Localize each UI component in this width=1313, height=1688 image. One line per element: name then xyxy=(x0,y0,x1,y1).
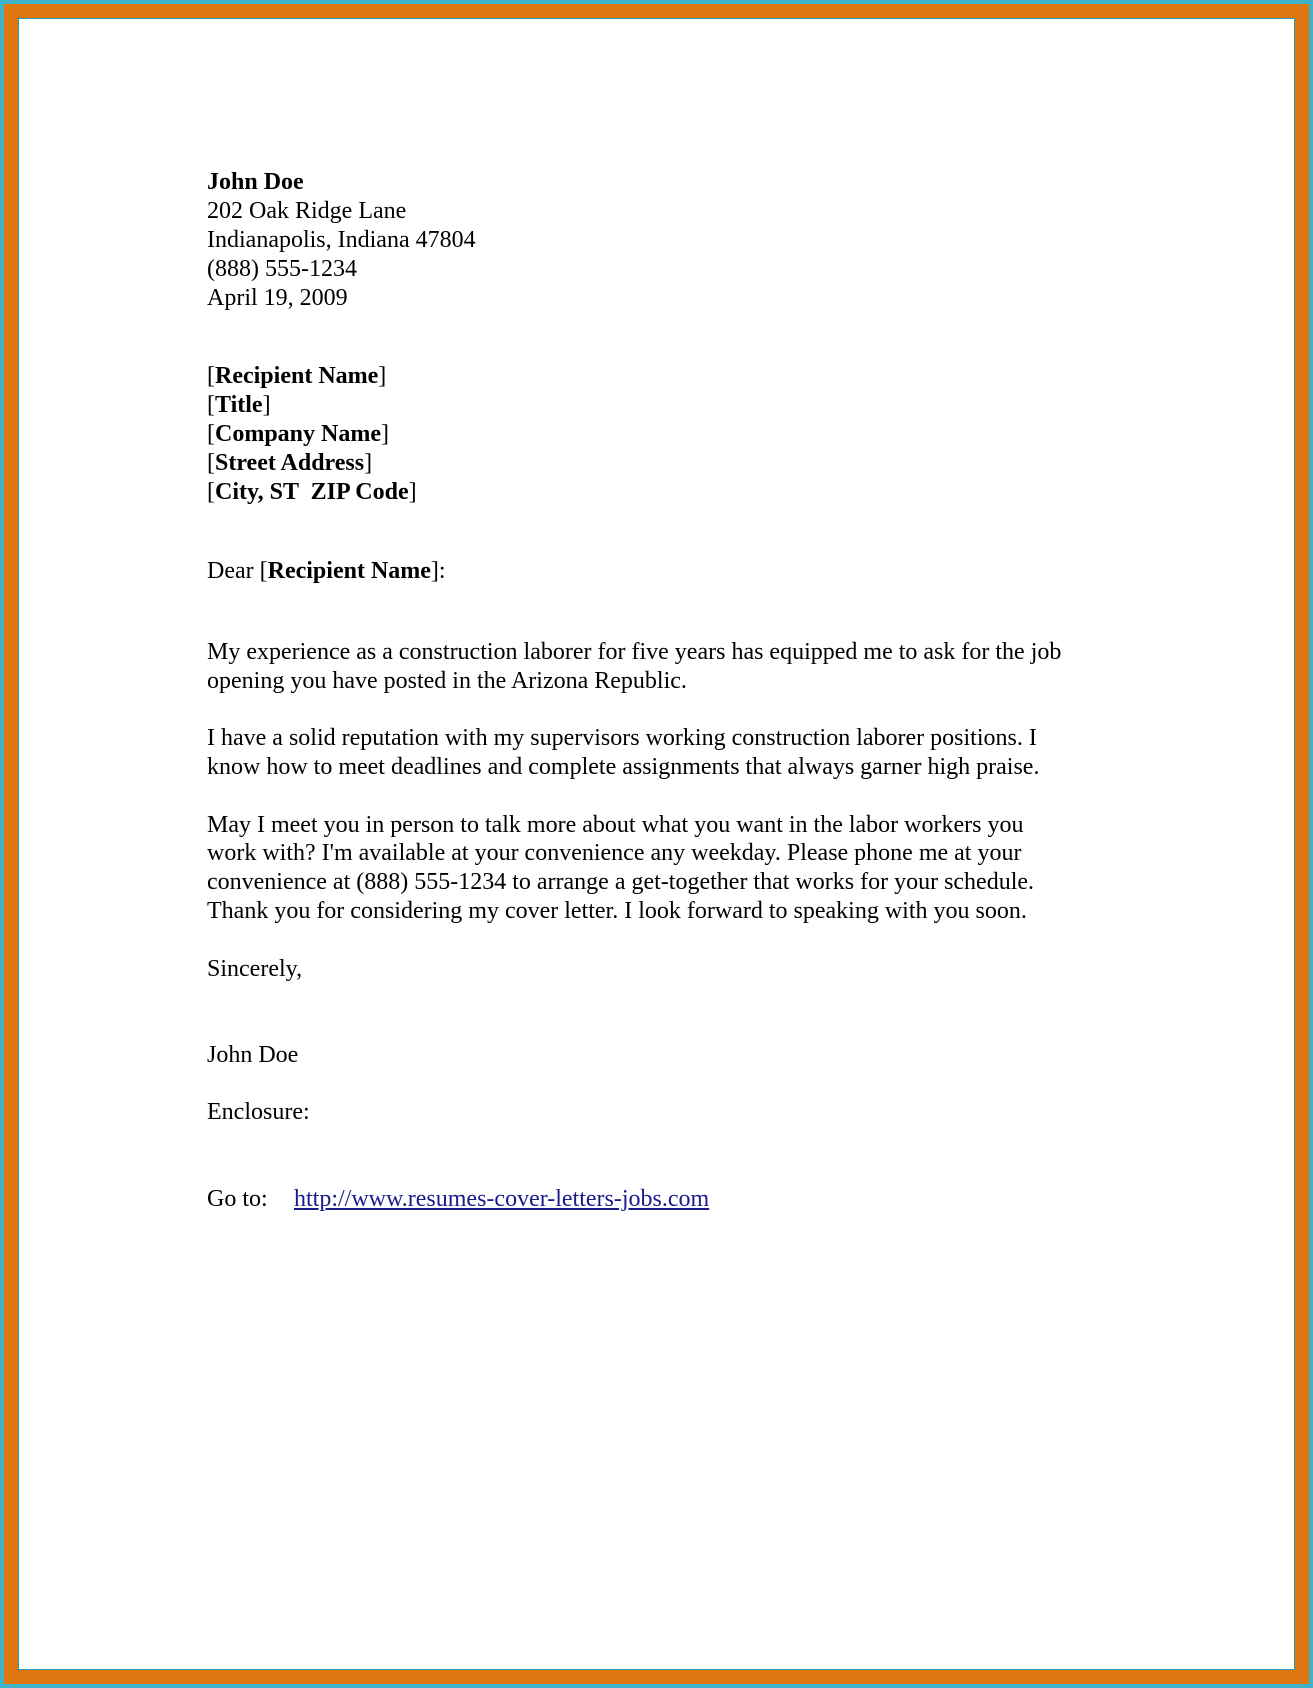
paragraph-line: I have a solid reputation with my supervisors working construction laborer positions. I xyxy=(207,725,1037,752)
recipient-city-state-zip: City, ST ZIP Code xyxy=(215,479,409,505)
recipient-title-line: [Title] xyxy=(207,392,271,418)
salutation-name: Recipient Name xyxy=(267,558,431,584)
paragraph-2 xyxy=(207,724,1107,781)
paragraph-line: My experience as a construction laborer for five years has equipped me to ask for the job xyxy=(207,639,1062,665)
paragraph-line: May I meet you in person to talk more about what you want in the labor workers you xyxy=(207,811,1024,838)
enclosure: Enclosure: xyxy=(207,1098,310,1125)
recipient-name-line: [Recipient Name] xyxy=(207,363,387,389)
salutation xyxy=(207,557,1107,586)
recipient-title: Title xyxy=(215,392,263,418)
sender-name: John Doe xyxy=(207,169,304,195)
paragraph-line: opening you have posted in the Arizona Republic. xyxy=(207,667,687,694)
recipient-company: Company Name xyxy=(215,421,381,447)
letter-date: April 19, 2009 xyxy=(207,285,348,311)
paragraph-line: work with? I'm available at your convenience any weekday. Please phone me at your xyxy=(207,840,1022,867)
sender-block xyxy=(207,168,1107,313)
paragraph-line: convenience at (888) 555-1234 to arrange a get-together that works for your schedule. xyxy=(207,869,1035,896)
cover-letter xyxy=(207,168,1107,1214)
recipient-city-line: [City, ST ZIP Code] xyxy=(207,479,417,505)
recipient-company-line: [Company Name] xyxy=(207,421,389,447)
website-link[interactable]: http://www.resumes-cover-letters-jobs.com xyxy=(294,1185,710,1212)
sender-street: 202 Oak Ridge Lane xyxy=(207,198,407,224)
salutation-suffix: ]: xyxy=(430,558,446,584)
letter-body xyxy=(207,638,1107,926)
sender-phone: (888) 555-1234 xyxy=(207,256,357,282)
recipient-block xyxy=(207,362,1107,507)
recipient-street-line: [Street Address] xyxy=(207,450,373,476)
goto-label: Go to: xyxy=(207,1185,268,1212)
sender-city-state-zip: Indianapolis, Indiana 47804 xyxy=(207,227,476,253)
closing: Sincerely, xyxy=(207,955,303,982)
paragraph-line: Thank you for considering my cover letter. I look forward to speaking with you soon. xyxy=(207,897,1027,924)
signature-name: John Doe xyxy=(207,1041,299,1068)
paragraph-line: know how to meet deadlines and complete assignments that always garner high praise. xyxy=(207,754,1040,781)
recipient-name: Recipient Name xyxy=(215,363,379,389)
recipient-street: Street Address xyxy=(215,450,365,476)
salutation-prefix: Dear [ xyxy=(207,558,268,584)
paragraph-1 xyxy=(207,638,1107,695)
paragraph-3 xyxy=(207,811,1107,926)
footer-goto xyxy=(207,1185,1107,1214)
